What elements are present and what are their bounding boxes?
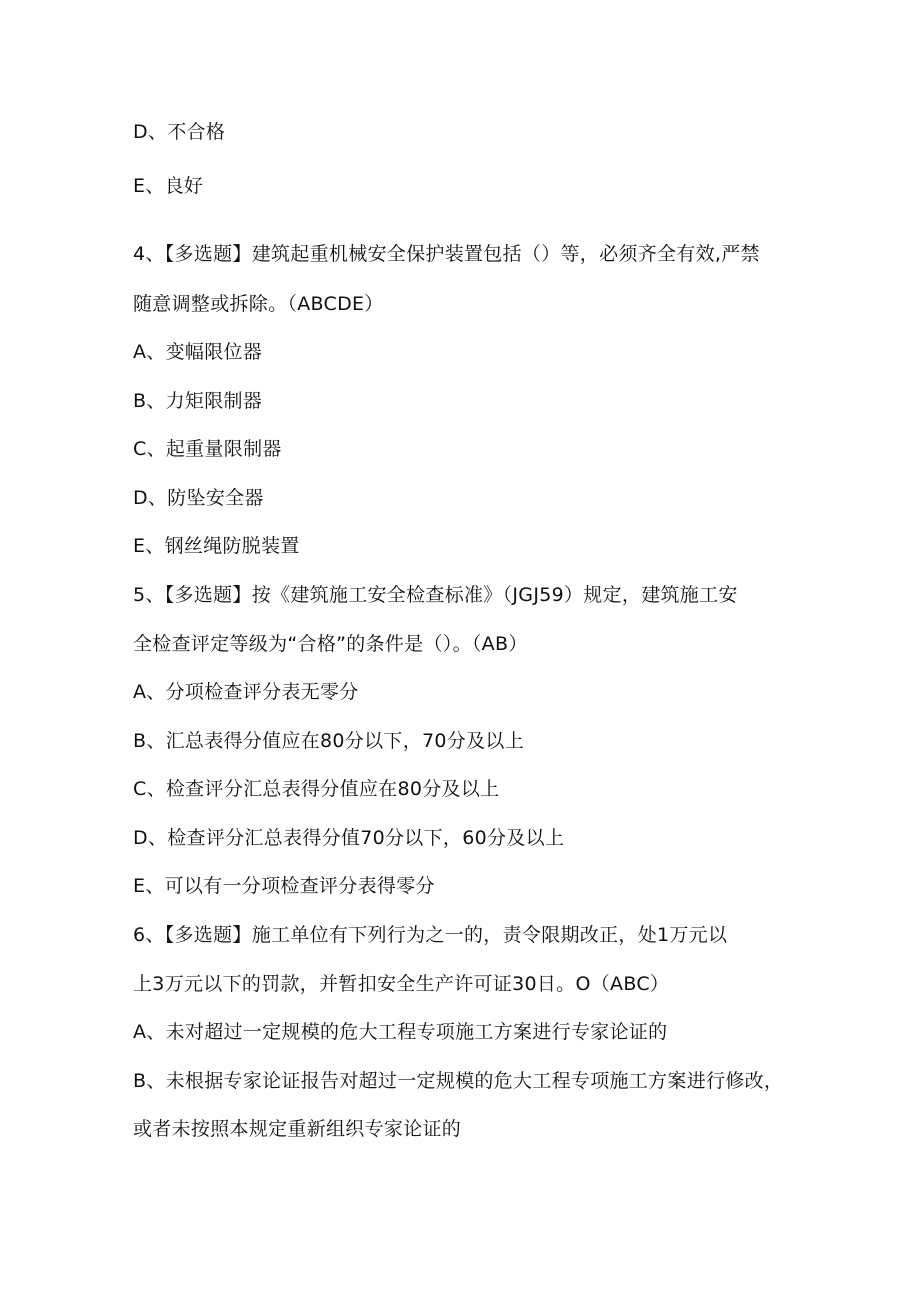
question-6-text: 6、【多选题】施工单位有下列行为之一的，责令限期改正，处1万元以: [133, 924, 728, 946]
option-b-q5: B、汇总表得分值应在80分以下，70分及以上: [133, 730, 524, 752]
option-a-q5: A、分项检查评分表无零分: [133, 681, 359, 703]
question-4-text-cont: 随意调整或拆除。（ABCDE）: [133, 293, 384, 315]
option-b-q6: B、未根据专家论证报告对超过一定规模的危大工程专项施工方案进行修改，: [133, 1070, 784, 1092]
question-6-text-cont: 上3万元以下的罚款，并暂扣安全生产许可证30日。O（ABC）: [133, 973, 670, 995]
option-a-q6: A、未对超过一定规模的危大工程专项施工方案进行专家论证的: [133, 1021, 668, 1043]
option-e-q3: E、良好: [133, 175, 204, 197]
option-c-q5: C、检查评分汇总表得分值应在80分及以上: [133, 778, 500, 800]
question-4-text: 4、【多选题】建筑起重机械安全保护装置包括（）等，必须齐全有效,严禁: [133, 243, 760, 265]
question-5-text-cont: 全检查评定等级为“合格”的条件是（）。（AB）: [133, 633, 528, 655]
option-a-q4: A、变幅限位器: [133, 341, 263, 363]
option-b-q6-cont: 或者未按照本规定重新组织专家论证的: [133, 1118, 462, 1140]
option-b-q4: B、力矩限制器: [133, 390, 263, 412]
option-d-q3: D、不合格: [133, 121, 226, 143]
question-5-text: 5、【多选题】按《建筑施工安全检查标准》（JGJ59）规定，建筑施工安: [133, 584, 738, 606]
option-c-q4: C、起重量限制器: [133, 438, 282, 460]
option-d-q4: D、防坠安全器: [133, 487, 264, 509]
option-e-q4: E、钢丝绳防脱装置: [133, 535, 300, 557]
option-e-q5: E、可以有一分项检查评分表得零分: [133, 875, 435, 897]
option-d-q5: D、检查评分汇总表得分值70分以下，60分及以上: [133, 827, 565, 849]
